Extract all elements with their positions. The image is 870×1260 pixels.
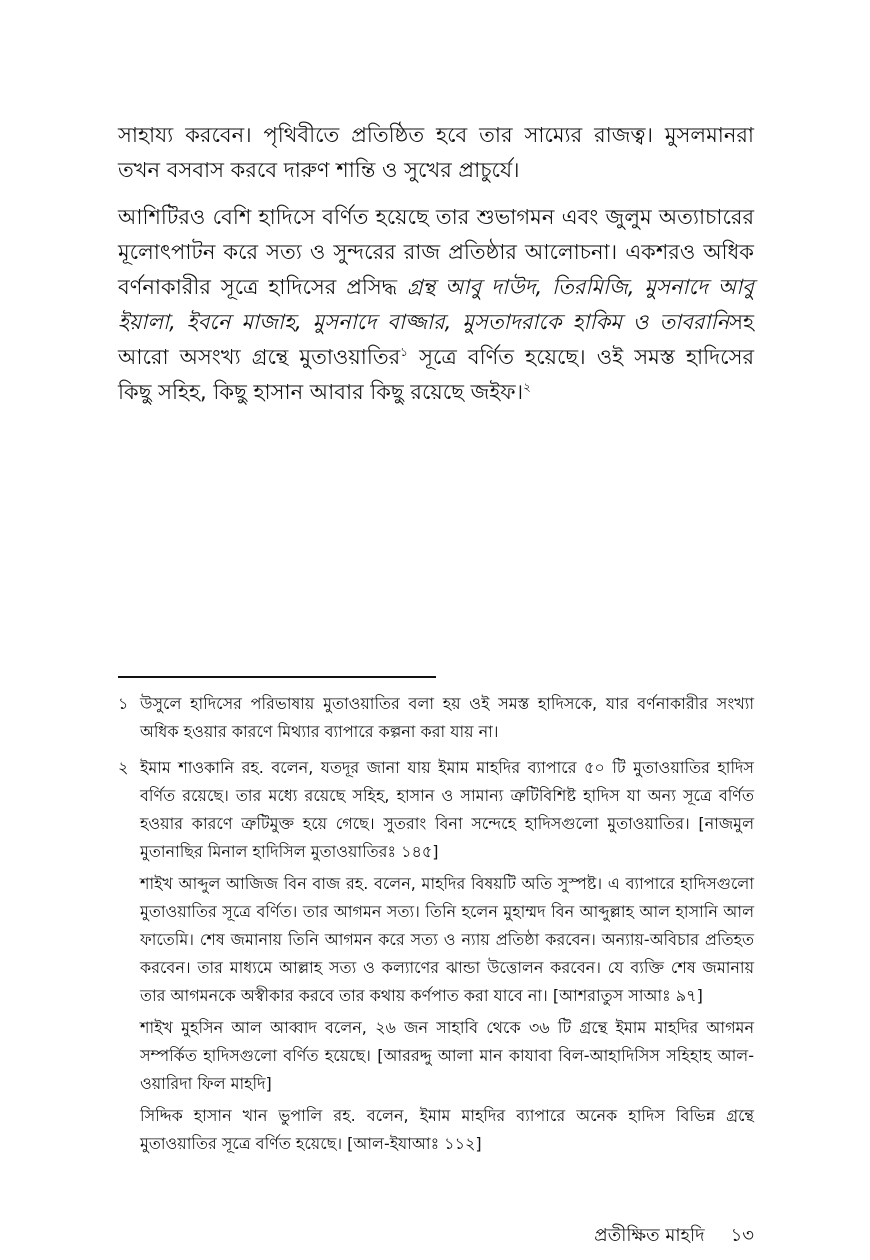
footnote-body: [140, 754, 754, 1162]
footnote-paragraph: ইমাম শাওকানি রহ. বলেন, যতদূর জানা যায় ইমাম মাহদির ব্যাপারে ৫০ টি মুতাওয়াতির হাদিস বর্ণিত রয়েছে। তার মধ্যে রয়েছে সহিহ, হাসান ও সামান্য ত্রুটিবিশিষ্ট হাদিস যা অন্য সূত্রে বর্ণিত হওয়ার কারণে ত্রুটিমুক্ত হয়ে গেছে। সুতরাং বিনা সন্দেহে হাদিসগুলো মুতাওয়াতির। [নাজমুল মুতানাছির মিনাল হাদিসিল মুতাওয়াতিরঃ ১৪৫]: [140, 758, 754, 861]
footnote-paragraph: শাইখ মুহসিন আল আব্বাদ বলেন, ২৬ জন সাহাবি থেকে ৩৬ টি গ্রন্থে ইমাম মাহদির আগমন সম্পর্কিত হাদিসগুলো বর্ণিত হয়েছে। [আররদ্দু আলা মান কাযাবা বিল-আহাদিসিস সহিহাহ আল-ওয়ারিদা ফিল মাহদি]: [140, 1018, 754, 1093]
footnote-paragraph: উসুলে হাদিসের পরিভাষায় মুতাওয়াতির বলা হয় ওই সমস্ত হাদিসকে, যার বর্ণনাকারীর সংখ্যা অধিক হওয়ার কারণে মিথ্যার ব্যাপারে কল্পনা করা যায় না।: [140, 694, 754, 741]
footnote-number: ২: [118, 758, 129, 777]
footnote-paragraph: সিদ্দিক হাসান খান ভুপালি রহ. বলেন, ইমাম মাহদির ব্যাপারে অনেক হাদিস বিভিন্ন গ্রন্থে মুতাওয়াতির সূত্রে বর্ণিত হয়েছে। [আল-ইযাআঃ ১১২]: [140, 1106, 754, 1153]
paragraph-2-text-c: সূত্রে বর্ণিত হয়েছে। ওই সমস্ত হাদিসের কিছু সহিহ, কিছু হাসান আবার কিছু রয়েছে জইফ।: [118, 345, 755, 404]
paragraph-2-italic-books: গ্রন্থ আবু দাউদ, তিরমিজি, মুসনাদে আবু ইয়ালা, ইবনে মাজাহ, মুসনাদে বাজ্জার, মুসতাদরাকে হাকিম ও তাবরানি: [118, 275, 754, 334]
footnote-ref-1[interactable]: ১: [400, 345, 408, 359]
paragraph-1: সাহায্য করবেন। পৃথিবীতে প্রতিষ্ঠিত হবে তার সাম্যের রাজত্ব। মুসলমানরা তখন বসবাস করবে দারুণ শান্তি ও সুখের প্রাচুর্যে।: [118, 123, 754, 182]
paragraph-2-text-a: আশিটিরও বেশি হাদিসে বর্ণিত হয়েছে তার শুভাগমন এবং জুলুম অত্যাচারের মূলোৎপাটন করে সত্য ও সুন্দরের রাজ প্রতিষ্ঠার আলোচনা। একশরও অধিক বর্ণনাকারীর সূত্রে হাদিসের প্রসিদ্ধ: [118, 205, 754, 299]
footnote-body: [140, 690, 754, 750]
footnote-number: ১: [118, 694, 129, 713]
footnote-paragraph: শাইখ আব্দুল আজিজ বিন বাজ রহ. বলেন, মাহদির বিষয়টি অতি সুস্পষ্ট। এ ব্যাপারে হাদিসগুলো মুতাওয়াতির সূত্রে বর্ণিত। তার আগমন সত্য। তিনি হলেন মুহাম্মদ বিন আব্দুল্লাহ আল হাসানি আল ফাতেমি। শেষ জমানায় তিনি আগমন করে সত্য ও ন্যায় প্রতিষ্ঠা করবেন। অন্যায়-অবিচার প্রতিহত করবেন। তার মাধ্যমে আল্লাহ সত্য ও কল্যাণের ঝান্ডা উত্তোলন করবেন। যে ব্যক্তি শেষ জমানায় তার আগমনকে অস্বীকার করবে তার কথায় কর্ণপাত করা যাবে না। [আশরাতুস সাআঃ ৯৭]: [140, 874, 754, 1005]
paragraph-2: [118, 200, 754, 410]
running-title: প্রতীক্ষিত মাহদি: [594, 1225, 705, 1246]
page-footer: [560, 1222, 754, 1250]
main-text: [118, 118, 754, 422]
footnote-ref-2[interactable]: ২: [523, 380, 531, 394]
footnote-2: [118, 754, 754, 1162]
footnotes: [118, 690, 754, 1166]
page-number: ১৩: [730, 1225, 754, 1246]
footnote-1: [118, 690, 754, 750]
footnote-divider: [118, 676, 436, 678]
paragraph-2-text-b: সহ আরো অসংখ্য গ্রন্থে মুতাওয়াতির: [118, 310, 754, 369]
